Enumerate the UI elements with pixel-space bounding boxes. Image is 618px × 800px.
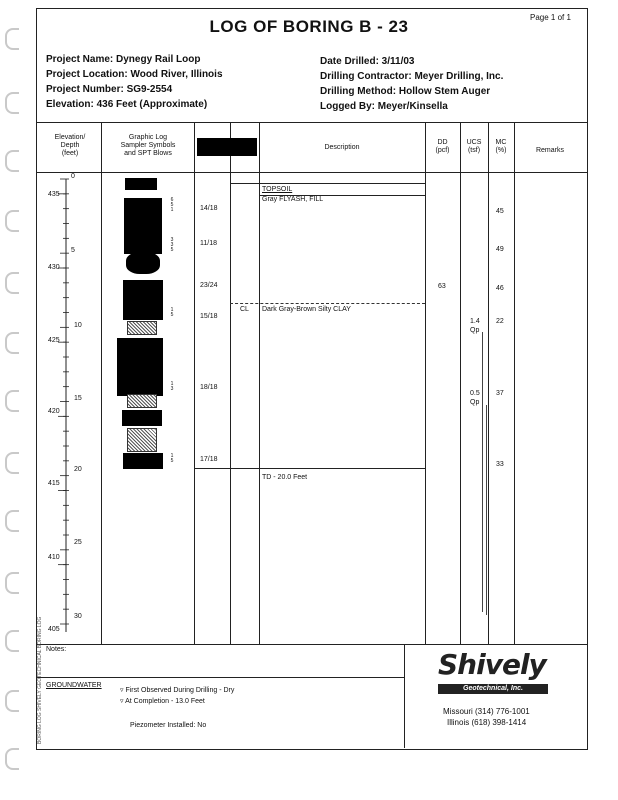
dry-density-value: 63 bbox=[438, 283, 446, 290]
elevation-label: 420 bbox=[48, 408, 60, 415]
depth-label: 10 bbox=[74, 322, 82, 329]
missouri-phone: Missouri (314) 776-1001 bbox=[443, 707, 530, 716]
ucs-value: 0.5 bbox=[470, 390, 480, 397]
strata-topsoil: TOPSOIL bbox=[262, 186, 293, 193]
spt-blows: 18/18 bbox=[200, 384, 218, 391]
binder-ring bbox=[5, 272, 19, 294]
depth-label: 15 bbox=[74, 395, 82, 402]
project-info-right bbox=[320, 54, 503, 114]
drilling-method: Drilling Method: Hollow Stem Auger bbox=[320, 86, 491, 97]
moisture-value: 49 bbox=[496, 246, 504, 253]
col-header-dd: DD (pcf) bbox=[435, 139, 450, 154]
strata-line bbox=[230, 183, 425, 184]
divider bbox=[194, 122, 195, 644]
binder-ring bbox=[5, 210, 19, 232]
divider bbox=[36, 172, 587, 173]
sampler-marks: 6 5 1 bbox=[170, 197, 174, 213]
sampler-marks: 1 3 bbox=[170, 381, 174, 392]
spt-blows: 14/18 bbox=[200, 205, 218, 212]
binder-ring bbox=[5, 748, 19, 770]
graphic-log-block bbox=[125, 178, 157, 190]
project-info-left bbox=[46, 52, 223, 112]
binder-ring bbox=[5, 452, 19, 474]
water-level-icon: ▿ bbox=[120, 698, 124, 705]
depth-label: 25 bbox=[74, 539, 82, 546]
groundwater-label: GROUNDWATER bbox=[46, 682, 102, 689]
moisture-value: 37 bbox=[496, 390, 504, 397]
divider bbox=[488, 122, 489, 644]
ucs-value: 1.4 bbox=[470, 318, 480, 325]
drilling-contractor: Drilling Contractor: Meyer Drilling, Inc. bbox=[320, 71, 504, 82]
sampler-marks: 1 5 bbox=[170, 307, 174, 318]
spt-blows: 11/18 bbox=[200, 240, 217, 247]
divider bbox=[514, 122, 515, 644]
graphic-log-block bbox=[122, 410, 162, 426]
sampler-marks: 3 3 5 bbox=[170, 237, 174, 253]
illinois-phone: Illinois (618) 398-1414 bbox=[447, 718, 527, 727]
project-number: Project Number: SG9-2554 bbox=[46, 84, 173, 95]
project-location: Project Location: Wood River, Illinois bbox=[46, 69, 223, 80]
graphic-log-block bbox=[117, 338, 163, 396]
depth-label: 20 bbox=[74, 466, 82, 473]
binder-ring bbox=[5, 572, 19, 594]
binder-ring bbox=[5, 630, 19, 652]
divider bbox=[36, 644, 587, 645]
ucs-trace bbox=[486, 405, 487, 615]
side-footer-text: BORING LOG SHIVELY GEOTECHNICAL BORING LOG bbox=[37, 616, 43, 744]
groundwater-at-completion: ▿ At Completion - 13.0 Feet bbox=[120, 698, 205, 705]
divider bbox=[404, 644, 405, 748]
divider bbox=[36, 122, 587, 123]
graphic-log-block bbox=[123, 280, 163, 320]
divider bbox=[230, 122, 231, 644]
page-title: LOG OF BORING B - 23 bbox=[209, 17, 409, 36]
spt-blows: 17/18 bbox=[200, 456, 218, 463]
divider bbox=[425, 122, 426, 644]
elevation-label: 425 bbox=[48, 337, 60, 344]
groundwater-first-observed: ▿ First Observed During Drilling - Dry bbox=[120, 687, 235, 694]
binder-ring bbox=[5, 332, 19, 354]
graphic-log-block bbox=[124, 198, 162, 254]
col-header-mc: MC (%) bbox=[495, 139, 507, 154]
col-header-elevation-depth: Elevation/ Depth (feet) bbox=[54, 134, 86, 157]
elevation-label: 430 bbox=[48, 264, 60, 271]
binder-ring bbox=[5, 150, 19, 172]
piezometer-status: Piezometer Installed: No bbox=[130, 722, 207, 729]
moisture-value: 33 bbox=[496, 461, 504, 468]
col-header-ucs: UCS (tsf) bbox=[466, 139, 482, 154]
col-header-description: Description bbox=[324, 144, 360, 151]
spt-blows: 23/24 bbox=[200, 282, 218, 289]
divider bbox=[259, 122, 260, 644]
strata-line bbox=[230, 303, 425, 304]
notes-label: Notes: bbox=[46, 646, 67, 653]
binder-ring bbox=[5, 690, 19, 712]
moisture-value: 45 bbox=[496, 208, 504, 215]
page-number: Page 1 of 1 bbox=[530, 13, 571, 22]
termination-depth: TD - 20.0 Feet bbox=[262, 474, 308, 481]
sampler-marks: 1 5 bbox=[170, 453, 174, 464]
col-header-remarks: Remarks bbox=[535, 147, 564, 154]
divider bbox=[460, 122, 461, 644]
logged-by: Logged By: Meyer/Kinsella bbox=[320, 101, 448, 112]
project-elevation: Elevation: 436 Feet (Approximate) bbox=[46, 99, 208, 110]
project-name: Project Name: Dynegy Rail Loop bbox=[46, 54, 201, 65]
company-logo: Shively bbox=[438, 648, 546, 681]
ucs-method: Qp bbox=[470, 327, 480, 334]
graphic-log-sample bbox=[127, 394, 157, 408]
strata-clay: Dark Gray-Brown Silty CLAY bbox=[262, 306, 351, 313]
binder-ring bbox=[5, 510, 19, 532]
binder-ring bbox=[5, 92, 19, 114]
ucs-trace bbox=[482, 332, 483, 612]
strata-line bbox=[195, 468, 425, 469]
strata-flyash: Gray FLYASH, FILL bbox=[262, 196, 324, 203]
depth-scale bbox=[36, 172, 106, 644]
depth-label: 0 bbox=[71, 173, 75, 180]
elevation-label: 415 bbox=[48, 480, 60, 487]
graphic-log-block bbox=[123, 453, 163, 469]
strata-uscs-symbol: CL bbox=[240, 306, 249, 313]
binder-ring bbox=[5, 390, 19, 412]
moisture-value: 22 bbox=[496, 318, 504, 325]
elevation-label: 435 bbox=[48, 191, 60, 198]
ucs-method: Qp bbox=[470, 399, 480, 406]
company-logo-subtitle: Geotechnical, Inc. bbox=[438, 684, 548, 694]
depth-label: 5 bbox=[71, 247, 75, 254]
redacted-header bbox=[197, 138, 257, 156]
elevation-label: 410 bbox=[48, 554, 60, 561]
graphic-log-block bbox=[126, 252, 160, 274]
col-header-graphic-log: Graphic Log Sampler Symbols and SPT Blows bbox=[120, 134, 176, 157]
elevation-label: 405 bbox=[48, 626, 60, 633]
moisture-value: 46 bbox=[496, 285, 504, 292]
divider bbox=[36, 677, 404, 678]
spt-blows: 15/18 bbox=[200, 313, 218, 320]
date-drilled: Date Drilled: 3/11/03 bbox=[320, 56, 415, 67]
water-level-icon: ▿ bbox=[120, 687, 124, 694]
depth-label: 30 bbox=[74, 613, 82, 620]
graphic-log-sample bbox=[127, 428, 157, 452]
graphic-log-sample bbox=[127, 321, 157, 335]
